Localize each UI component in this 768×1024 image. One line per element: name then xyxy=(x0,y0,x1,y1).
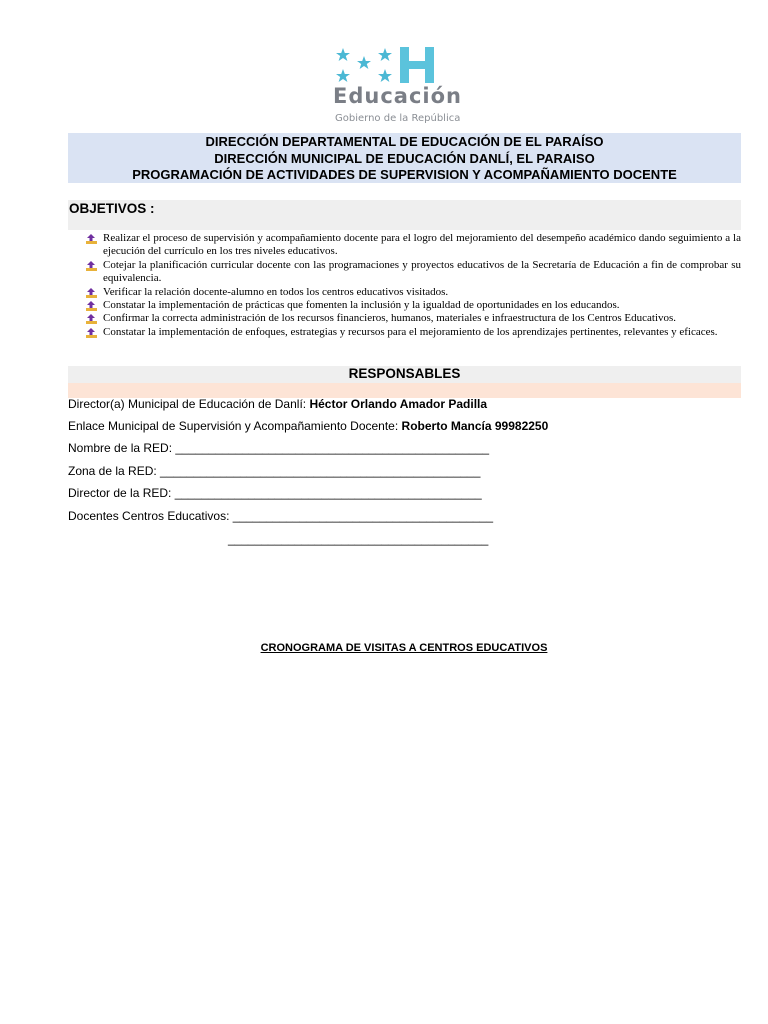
list-item xyxy=(86,259,741,286)
enlace-label: Enlace Municipal de Supervisión y Acompañamiento Docente: xyxy=(68,419,402,433)
director-name: Héctor Orlando Amador Padilla xyxy=(309,397,488,411)
list-item xyxy=(86,286,741,299)
enlace-municipal-line xyxy=(68,419,548,433)
objetivo-text: Realizar el proceso de supervisión y acompañamiento docente para el logro del mejoramiento del desempeño académico dando seguimiento a la ejecución del currículo en los tres niveles educativos. xyxy=(103,232,741,258)
red-nombre-field: Nombre de la RED: _______________________________________________ xyxy=(68,441,490,455)
director-label: Director(a) Municipal de Educación de Danlí: xyxy=(68,397,310,411)
objetivo-text: Confirmar la correcta administración de los recursos financieros, humanos, materiales e infraestructura de los Centros Educativos. xyxy=(103,312,677,325)
educacion-logo xyxy=(330,44,480,128)
objetivos-list xyxy=(86,232,741,339)
list-item xyxy=(86,326,741,339)
director-municipal-line xyxy=(68,397,487,411)
docentes-field: Docentes Centros Educativos: _______________________________________ xyxy=(68,509,494,523)
objetivo-text: Cotejar la planificación curricular docente con las programaciones y proyectos educativos de la Secretaría de Educación a fin de comprobar su equivalencia. xyxy=(103,258,741,285)
docentes-extra-line: _______________________________________ xyxy=(228,532,489,546)
list-item xyxy=(86,232,741,259)
objetivo-text: Verificar la relación docente-alumno en todos los centros educativos visitados. xyxy=(103,285,449,298)
header-line-1: DIRECCIÓN DEPARTAMENTAL DE EDUCACIÓN DE EL PARAÍSO xyxy=(205,134,604,149)
stars-h-emblem-icon xyxy=(330,44,480,84)
header-line-3: PROGRAMACIÓN DE ACTIVIDADES DE SUPERVISION Y ACOMPAÑAMIENTO DOCENTE xyxy=(132,167,677,182)
arrow-bullet-icon xyxy=(86,314,97,324)
arrow-bullet-icon xyxy=(86,261,97,271)
objetivo-text: Constatar la implementación de enfoques, estrategias y recursos para el mejoramiento de los aprendizajes pertinentes, relevantes y eficaces. xyxy=(103,325,718,338)
enlace-name: Roberto Mancía 99982250 xyxy=(401,419,549,433)
arrow-bullet-icon xyxy=(86,328,97,338)
logo-brand-text: Educación xyxy=(333,84,462,108)
logo-subtitle: Gobierno de la República xyxy=(335,113,461,124)
red-zona-field: Zona de la RED: ________________________________________________ xyxy=(68,464,481,478)
objetivos-heading: OBJETIVOS : xyxy=(68,200,741,230)
arrow-bullet-icon xyxy=(86,301,97,311)
list-item xyxy=(86,312,741,325)
header-line-2: DIRECCIÓN MUNICIPAL DE EDUCACIÓN DANLÍ, EL PARAISO xyxy=(214,150,595,166)
objetivo-text: Constatar la implementación de prácticas que fomenten la inclusión y la igualdad de oportunidades en los educandos. xyxy=(103,299,620,312)
cronograma-title: CRONOGRAMA DE VISITAS A CENTROS EDUCATIVOS xyxy=(260,642,548,654)
responsables-band xyxy=(68,383,741,398)
arrow-bullet-icon xyxy=(86,234,97,244)
responsables-heading: RESPONSABLES xyxy=(68,366,741,383)
list-item xyxy=(86,299,741,312)
arrow-bullet-icon xyxy=(86,288,97,298)
red-director-field: Director de la RED: ______________________________________________ xyxy=(68,486,482,500)
document-header xyxy=(68,133,741,183)
